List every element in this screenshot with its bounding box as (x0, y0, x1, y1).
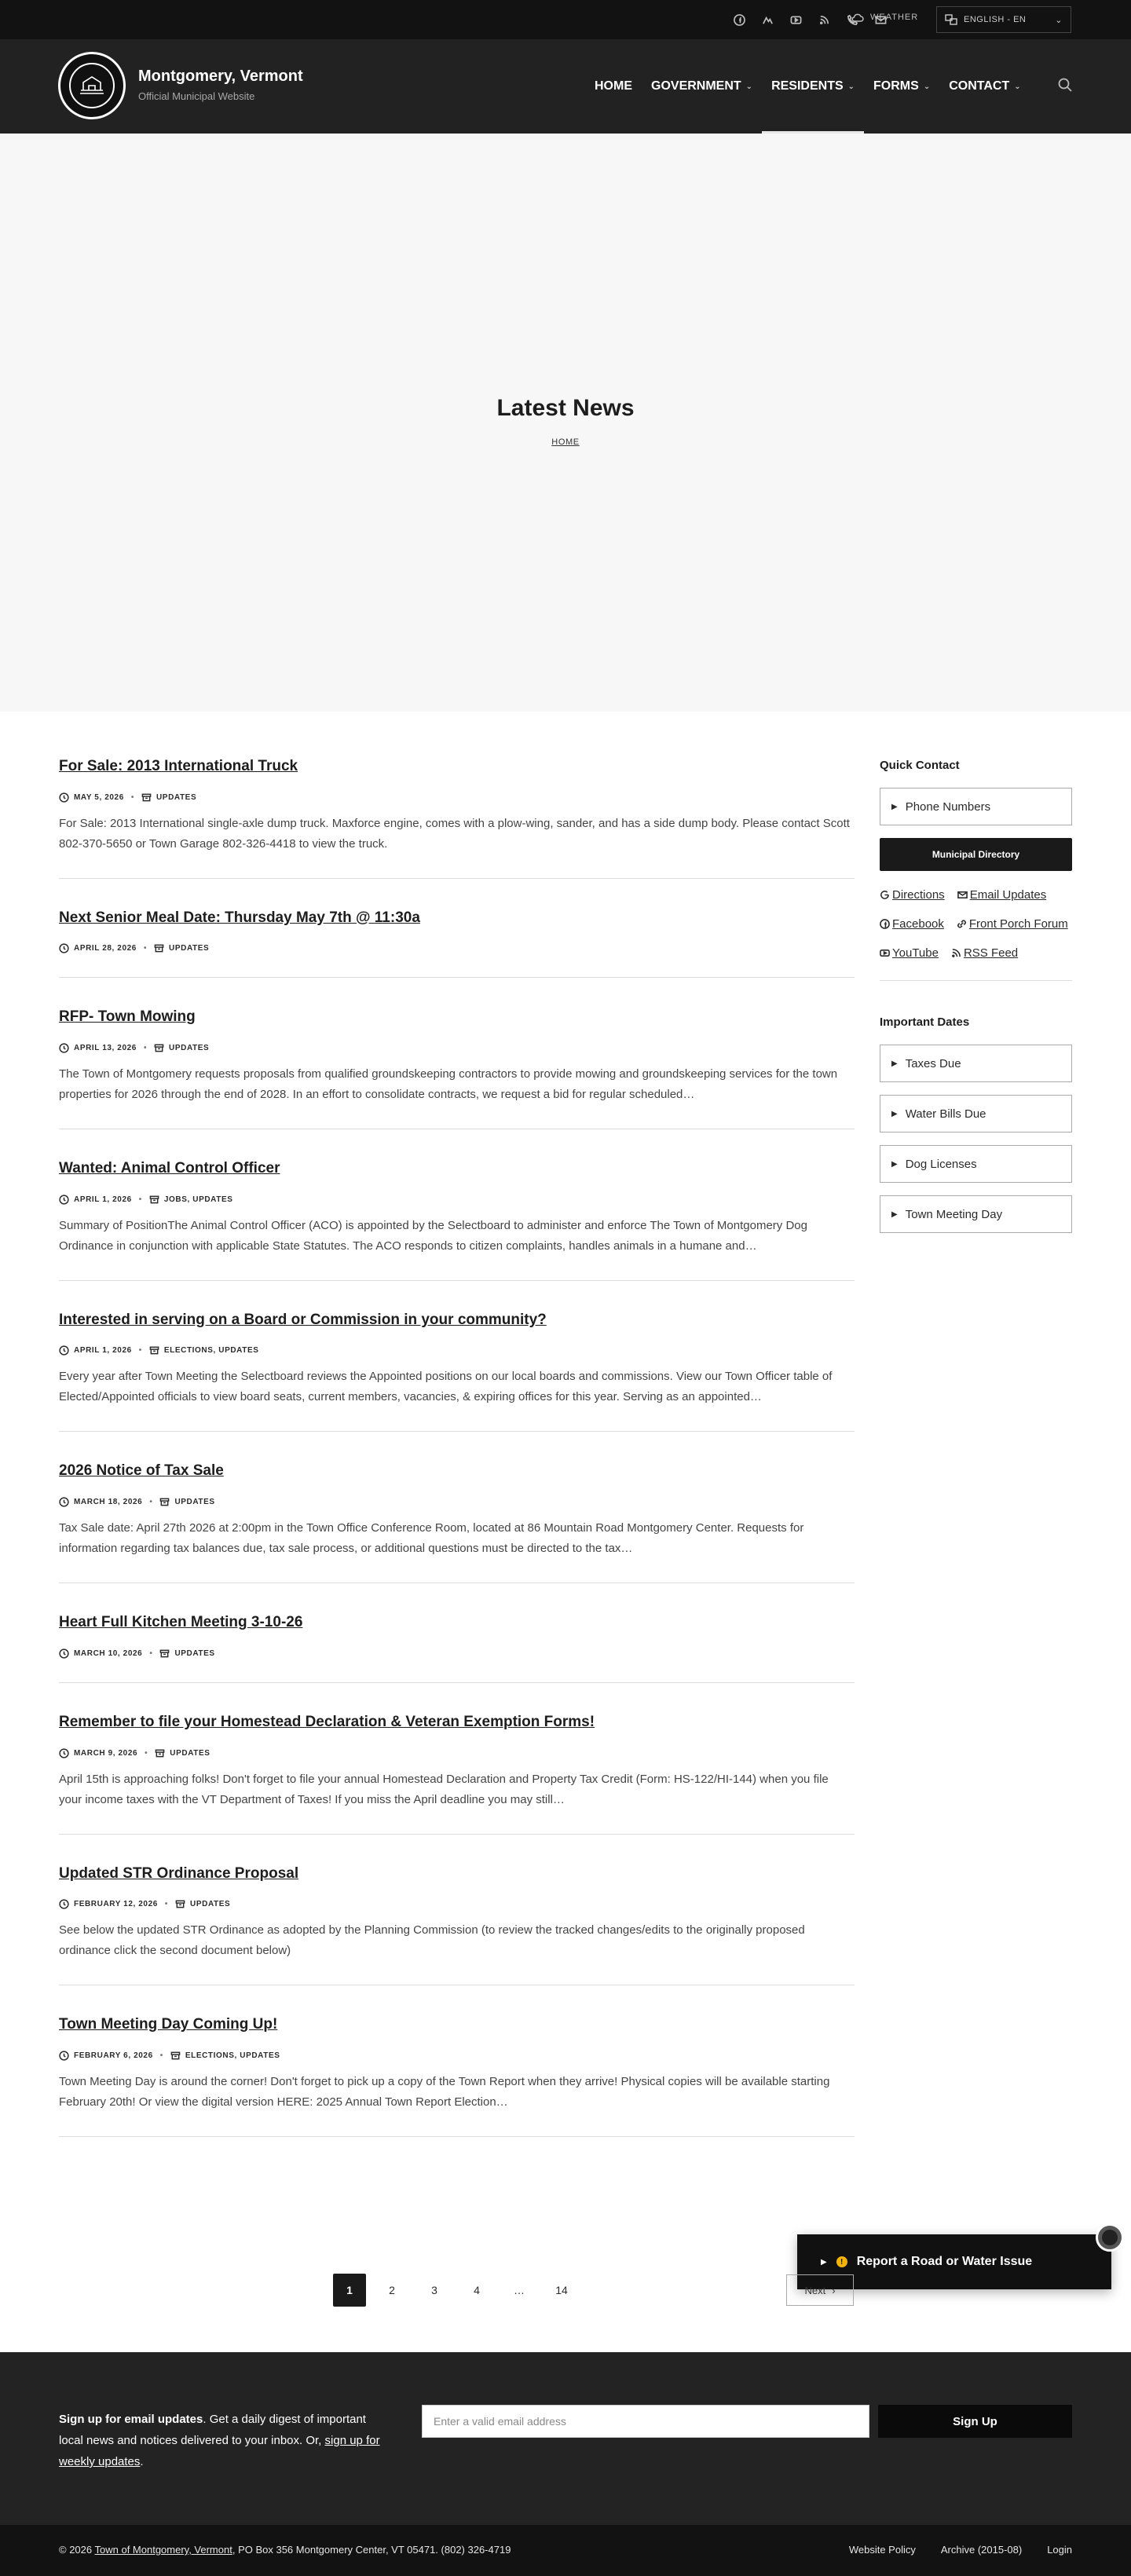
clock-icon (59, 1043, 69, 1053)
post-date: FEBRUARY 12, 2026 (74, 1900, 158, 1909)
page-hero (0, 134, 1131, 712)
page-1-link[interactable]: 1 (333, 2274, 366, 2307)
youtube-icon[interactable] (787, 11, 804, 28)
meta-separator: • (143, 1044, 148, 1053)
municipal-directory-button[interactable]: Municipal Directory (880, 838, 1072, 871)
translate-icon (945, 14, 957, 25)
clock-icon (59, 1497, 69, 1507)
footer-signup (0, 2352, 1131, 2525)
date-accordion[interactable] (880, 1145, 1072, 1183)
email-input[interactable]: Enter a valid email address (422, 2405, 869, 2438)
cloud-icon (851, 12, 865, 23)
next-label: Next (804, 2284, 826, 2296)
post-meta (59, 1345, 855, 1356)
post-title[interactable]: RFP- Town Mowing (59, 1008, 196, 1026)
copyright (59, 2544, 511, 2556)
top-bar (0, 0, 1131, 39)
clock-icon (59, 1195, 69, 1205)
meta-separator: • (138, 1346, 142, 1356)
archive-box-icon (159, 1648, 170, 1659)
post-date: MARCH 10, 2026 (74, 1648, 143, 1658)
post-date: APRIL 28, 2026 (74, 944, 137, 953)
copyright-suffix: , PO Box 356 Montgomery Center, VT 05471. (802) 326-4719 (232, 2544, 511, 2556)
footer-links (849, 2544, 1072, 2556)
post-categories[interactable]: ELECTIONS, UPDATES (163, 1346, 259, 1356)
nav-forms-label: FORMS (873, 79, 919, 93)
report-issue-label: Report a Road or Water Issue (856, 2255, 1033, 2268)
post-date: MARCH 9, 2026 (74, 1748, 138, 1758)
archive-box-icon (155, 1748, 165, 1758)
clock-icon (59, 792, 69, 803)
post-excerpt: See below the updated STR Ordinance as adopted by the Planning Commission (to review the tracked changes/edits to the originally proposed ordinance click the second document below) (59, 1923, 805, 1958)
login-link[interactable]: Login (1047, 2544, 1072, 2556)
post-item (59, 1455, 855, 1583)
archive-box-icon (159, 1497, 170, 1507)
post-excerpt: April 15th is approaching folks! Don't forget to file your annual Homestead Declaration and Property Tax Credit (Form: HS-122/HI-144) when you file your income taxes with the VT Department of Taxes! If you miss the April deadline you may still… (59, 1772, 829, 1806)
rss-feed-label: RSS Feed (963, 946, 1019, 960)
phone-numbers-accordion[interactable] (880, 788, 1072, 825)
post-item (59, 1304, 855, 1433)
front-porch-forum-label: Front Porch Forum (968, 917, 1068, 931)
meta-separator: • (164, 1900, 169, 1909)
google-icon (880, 890, 890, 900)
clock-icon (59, 2051, 69, 2061)
archive-box-icon (175, 1899, 185, 1909)
site-title[interactable]: Montgomery, Vermont (138, 68, 303, 85)
post-list (59, 751, 855, 2161)
post-excerpt: Every year after Town Meeting the Selectboard reviews the Appointed positions on our local boards and commissions. View our Town Officer table of Elected/Appointed officials to view board seats, current members, vacancies, & expiring offices for this year. Serving as an appointed… (59, 1370, 833, 1404)
chevron-down-icon: ⌄ (745, 82, 753, 91)
email-icon (957, 890, 968, 900)
sign-up-button[interactable]: Sign Up (878, 2405, 1072, 2438)
directions-link[interactable] (880, 888, 945, 902)
page-4-link[interactable]: 4 (474, 2284, 480, 2296)
important-dates-title: Important Dates (880, 1015, 970, 1029)
weather-label: WEATHER (870, 13, 919, 22)
post-categories[interactable]: JOBS, UPDATES (163, 1195, 233, 1204)
date-label: Dog Licenses (905, 1157, 977, 1171)
directions-label: Directions (892, 888, 945, 902)
post-title[interactable]: Remember to file your Homestead Declaration & Veteran Exemption Forms! (59, 1713, 595, 1730)
nav-residents-label: RESIDENTS (771, 79, 844, 93)
youtube-link[interactable] (880, 946, 939, 960)
post-meta (59, 1748, 855, 1758)
nav-forms[interactable] (864, 39, 939, 134)
archive-box-icon (149, 1195, 159, 1205)
youtube-icon (880, 948, 890, 958)
meta-separator: • (149, 1498, 153, 1507)
post-date: FEBRUARY 6, 2026 (74, 2051, 153, 2060)
post-title[interactable]: 2026 Notice of Tax Sale (59, 1462, 224, 1480)
post-title[interactable]: Next Senior Meal Date: Thursday May 7th @ 11:30a (59, 909, 420, 926)
important-dates-list (880, 1045, 1072, 1233)
link-icon (957, 919, 967, 929)
meta-separator: • (130, 792, 134, 802)
facebook-icon[interactable] (730, 11, 748, 28)
town-seal-logo[interactable] (58, 52, 126, 119)
nav-residents[interactable] (762, 39, 864, 134)
date-accordion[interactable] (880, 1045, 1072, 1082)
close-icon (1102, 2230, 1118, 2245)
weather-link[interactable] (851, 12, 918, 23)
post-title[interactable]: Updated STR Ordinance Proposal (59, 1864, 299, 1882)
signup-text (59, 2409, 389, 2472)
post-categories[interactable]: ELECTIONS, UPDATES (185, 2051, 280, 2060)
front-porch-forum-link[interactable] (957, 917, 1068, 931)
rss-icon[interactable] (815, 11, 833, 28)
date-label: Water Bills Due (905, 1107, 986, 1121)
date-label: Town Meeting Day (905, 1207, 1003, 1221)
nav-home[interactable] (585, 39, 642, 134)
archive-box-icon (154, 1043, 164, 1053)
post-meta (59, 2051, 855, 2061)
footer-bottom (0, 2525, 1131, 2576)
post-item (59, 1858, 855, 1986)
archive-link[interactable]: Archive (2015-08) (940, 2544, 1023, 2556)
post-item (59, 751, 855, 879)
chevron-down-icon: ⌄ (1014, 82, 1021, 91)
main-nav (585, 39, 1030, 134)
signup-bold: Sign up for email updates (59, 2413, 203, 2426)
language-select[interactable] (936, 6, 1071, 33)
rss-icon (951, 948, 961, 958)
clock-icon (59, 1899, 69, 1909)
facebook-link[interactable] (880, 917, 944, 931)
meta-separator: • (145, 1748, 148, 1758)
page-title: Latest News (496, 395, 635, 421)
triangle-right-icon: ▶ (891, 802, 898, 811)
post-date: APRIL 1, 2026 (74, 1195, 132, 1204)
archive-box-icon (141, 792, 152, 803)
facebook-label: Facebook (892, 917, 944, 931)
nav-government[interactable] (642, 39, 762, 134)
triangle-right-icon: ▶ (821, 2257, 827, 2267)
rss-feed-link[interactable] (951, 946, 1018, 960)
post-categories[interactable]: UPDATES (169, 944, 210, 953)
quick-links (880, 888, 1072, 960)
post-categories[interactable]: UPDATES (174, 1648, 215, 1658)
post-meta (59, 792, 855, 803)
post-title[interactable]: Town Meeting Day Coming Up! (59, 2016, 278, 2033)
site-header (0, 39, 1131, 134)
chevron-right-icon: › (832, 2284, 836, 2296)
date-accordion[interactable] (880, 1095, 1072, 1132)
triangle-right-icon: ▶ (891, 1109, 898, 1118)
clock-icon (59, 1648, 69, 1659)
page-14-link[interactable]: 14 (555, 2284, 568, 2296)
weekly-updates-link[interactable]: sign up for weekly updates (59, 2434, 380, 2468)
sidebar (880, 759, 1072, 1246)
chevron-down-icon: ⌄ (847, 82, 855, 91)
post-title[interactable]: Wanted: Animal Control Officer (59, 1160, 280, 1177)
nav-government-label: GOVERNMENT (651, 79, 741, 93)
post-excerpt: Town Meeting Day is around the corner! Don't forget to pick up a copy of the Town Report when they arrive! Physical copies will be available starting February 20th! Or view the digital version HERE: 2025 Annual Town Report Election… (59, 2074, 830, 2109)
quick-contact-title: Quick Contact (880, 759, 960, 772)
clock-icon (59, 943, 69, 953)
post-item (59, 1153, 855, 1281)
town-link[interactable]: Town of Montgomery, Vermont (94, 2544, 232, 2556)
post-meta (59, 1195, 855, 1205)
site-subtitle: Official Municipal Website (138, 90, 255, 102)
post-item (59, 1707, 855, 1835)
post-categories[interactable]: UPDATES (174, 1498, 215, 1507)
post-meta (59, 1899, 855, 1909)
post-date: APRIL 13, 2026 (74, 1044, 137, 1053)
triangle-right-icon: ▶ (891, 1059, 898, 1068)
trail-icon[interactable] (759, 11, 776, 28)
post-date: APRIL 1, 2026 (74, 1346, 132, 1356)
youtube-label: YouTube (892, 946, 939, 960)
meta-separator: • (149, 1648, 153, 1658)
pagination-ellipsis: … (514, 2284, 525, 2296)
chevron-down-icon: ⌄ (923, 82, 931, 91)
post-meta (59, 1648, 855, 1659)
meta-separator: • (143, 944, 148, 953)
nav-contact[interactable] (939, 39, 1030, 134)
post-item (59, 2009, 855, 2137)
post-meta (59, 1043, 855, 1053)
signup-desc: . Get a daily digest of important local news and notices delivered to your inbox. Or, (59, 2413, 366, 2447)
triangle-right-icon: ▶ (891, 1159, 898, 1169)
phone-numbers-label: Phone Numbers (905, 800, 991, 814)
pagination (333, 2274, 578, 2307)
archive-box-icon (154, 943, 164, 953)
post-excerpt: The Town of Montgomery requests proposals from qualified groundskeeping contractors to provide mowing and groundskeeping services for the town properties for 2026 through the end of 2028. In an effort to consolidate contracts, we request a bid for regular scheduled… (59, 1067, 838, 1102)
nav-contact-label: CONTACT (949, 79, 1010, 93)
post-item (59, 1001, 855, 1129)
sidebar-divider (880, 980, 1072, 981)
post-meta (59, 1497, 855, 1507)
archive-box-icon (149, 1345, 159, 1356)
clock-icon (59, 1345, 69, 1356)
chevron-down-icon: ⌄ (1055, 15, 1063, 25)
post-categories[interactable]: UPDATES (156, 792, 197, 802)
post-meta (59, 943, 855, 953)
post-categories[interactable]: UPDATES (170, 1748, 210, 1758)
meta-separator: • (138, 1195, 142, 1204)
post-date: MAY 5, 2026 (74, 792, 124, 802)
breadcrumb-home[interactable]: HOME (551, 437, 580, 447)
language-label: ENGLISH - EN (964, 15, 1027, 24)
post-item (59, 902, 855, 979)
meta-separator: • (159, 2051, 163, 2060)
post-excerpt: Summary of PositionThe Animal Control Officer (ACO) is appointed by the Selectboard to administer and enforce The Town of Montgomery Dog Ordinance in conjunction with applicable State Statutes. The ACO responds to citizen complaints, handles animals in a humane and… (59, 1218, 807, 1253)
clock-icon (59, 1748, 69, 1758)
email-updates-label: Email Updates (969, 888, 1047, 902)
next-page-button[interactable] (786, 2274, 854, 2306)
archive-box-icon (170, 2051, 181, 2061)
nav-home-label: HOME (595, 79, 632, 93)
page-2-link[interactable]: 2 (389, 2284, 395, 2296)
date-label: Taxes Due (905, 1056, 961, 1070)
page-3-link[interactable]: 3 (431, 2284, 437, 2296)
post-excerpt: Tax Sale date: April 27th 2026 at 2:00pm in the Town Office Conference Room, located at 86 Mountain Road Montgomery Center. Requests for information regarding tax balances due, tax sale process, or additional questions must be directed to the tax… (59, 1521, 804, 1556)
date-accordion[interactable] (880, 1195, 1072, 1233)
copyright-prefix: © 2026 (59, 2544, 95, 2556)
post-title[interactable]: Interested in serving on a Board or Commission in your community? (59, 1311, 547, 1328)
search-icon[interactable] (1057, 77, 1076, 96)
post-excerpt: For Sale: 2013 International single-axle dump truck. Maxforce engine, comes with a plow-wing, sander, and has a side dump body. Please contact Scott 802-370-5650 or Town Garage 802-326-4418 to view the truck. (59, 816, 850, 851)
close-banner-button[interactable] (1096, 2223, 1124, 2252)
post-title[interactable]: Heart Full Kitchen Meeting 3-10-26 (59, 1614, 303, 1631)
triangle-right-icon: ▶ (891, 1209, 898, 1219)
post-categories[interactable]: UPDATES (190, 1900, 231, 1909)
website-policy-link[interactable]: Website Policy (848, 2544, 916, 2556)
post-title[interactable]: For Sale: 2013 International Truck (59, 758, 298, 774)
signup-end: . (140, 2455, 144, 2468)
warning-icon: ! (836, 2256, 847, 2267)
email-updates-link[interactable] (957, 888, 1047, 902)
facebook-icon (880, 919, 890, 929)
post-item (59, 1607, 855, 1683)
post-categories[interactable]: UPDATES (169, 1044, 210, 1053)
post-date: MARCH 18, 2026 (74, 1498, 143, 1507)
